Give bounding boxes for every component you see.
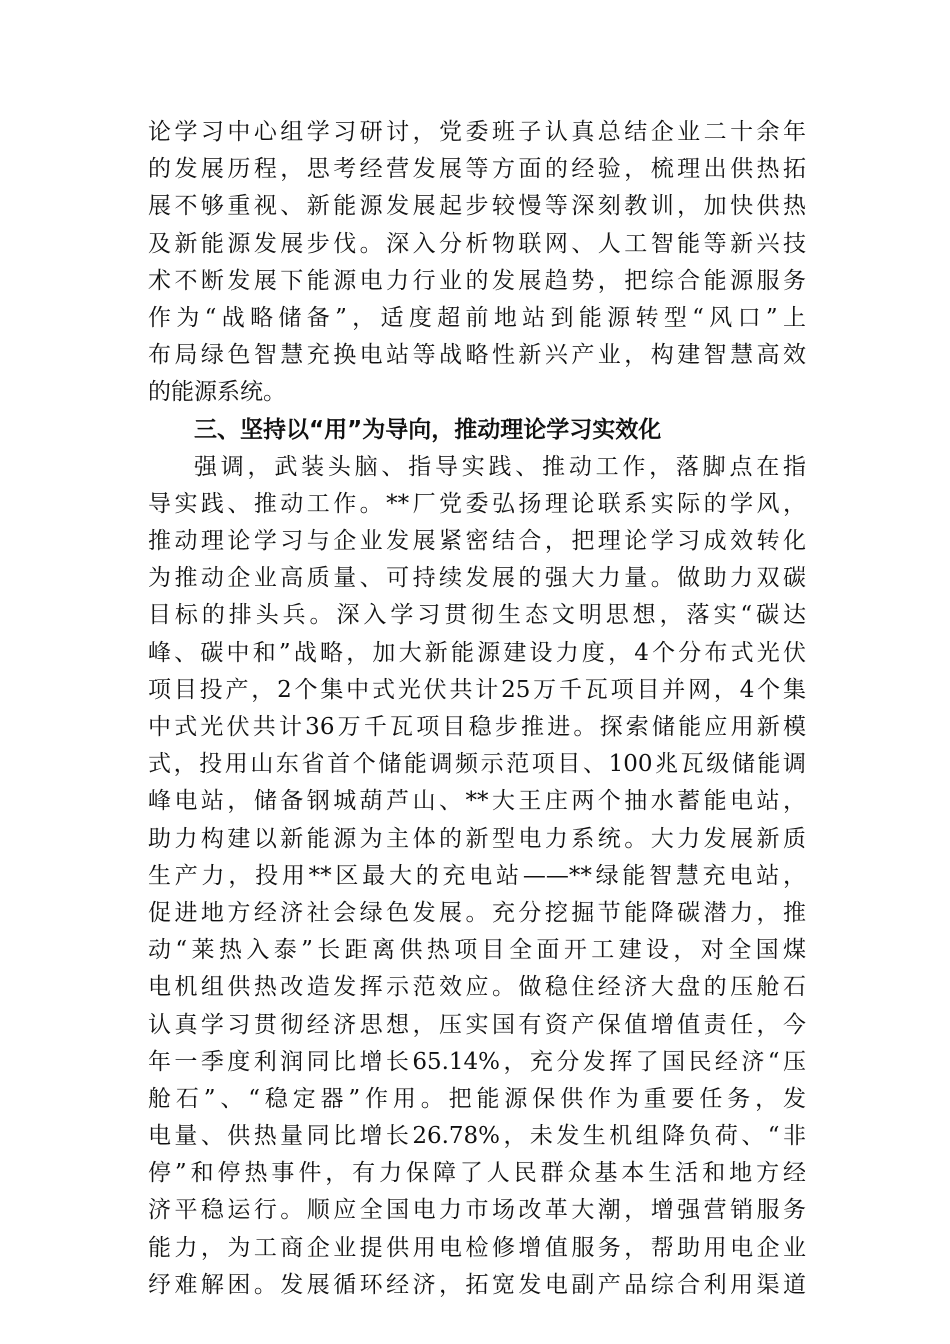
text-line: 术不断发展下能源电力行业的发展趋势，把综合能源服务 — [148, 267, 806, 294]
paragraph-1 — [148, 114, 806, 412]
text-line: 为推动企业高质量、可持续发展的强大力量。做助力双碳 — [148, 565, 806, 592]
text-line: 布局绿色智慧充换电站等战略性新兴产业，构建智慧高效 — [148, 342, 806, 369]
text-line: 项目投产，2个集中式光伏共计25万千瓦项目并网，4个集 — [148, 676, 806, 703]
text-line: 年一季度利润同比增长65.14%，充分发挥了国民经济“压 — [148, 1048, 806, 1075]
text-line: 展不够重视、新能源发展起步较慢等深刻教训，加快供热 — [148, 193, 806, 220]
text-line: 强调，武装头脑、指导实践、推动工作，落脚点在指 — [194, 453, 806, 480]
text-line: 峰、碳中和”战略，加大新能源建设力度，4个分布式光伏 — [148, 639, 806, 666]
text-line: 及新能源发展步伐。深入分析物联网、人工智能等新兴技 — [148, 230, 806, 257]
text-line: 目标的排头兵。深入学习贯彻生态文明思想，落实“碳达 — [148, 602, 806, 629]
text-line: 能力，为工商企业提供用电检修增值服务，帮助用电企业 — [148, 1234, 806, 1261]
text-line: 式，投用山东省首个储能调频示范项目、100兆瓦级储能调 — [148, 751, 806, 778]
text-line: 推动理论学习与企业发展紧密结合，把理论学习成效转化 — [148, 528, 806, 555]
section-heading: 三、坚持以“用”为导向，推动理论学习实效化 — [194, 416, 662, 443]
document-page — [148, 114, 806, 1304]
text-line: 舱石”、“稳定器”作用。把能源保供作为重要任务，发 — [148, 1085, 806, 1112]
text-line: 电量、供热量同比增长26.78%，未发生机组降负荷、“非 — [148, 1123, 806, 1150]
text-line: 峰电站，储备钢城葫芦山、**大王庄两个抽水蓄能电站， — [148, 788, 806, 815]
text-line: 纾难解困。发展循环经济，拓宽发电副产品综合利用渠道 — [148, 1271, 806, 1298]
text-line: 导实践、推动工作。**厂党委弘扬理论联系实际的学风， — [148, 490, 806, 517]
text-line: 中式光伏共计36万千瓦项目稳步推进。探索储能应用新模 — [148, 714, 806, 740]
text-line: 的能源系统。 — [148, 379, 286, 406]
text-line: 助力构建以新能源为主体的新型电力系统。大力发展新质 — [148, 825, 806, 852]
text-line: 电机组供热改造发挥示范效应。做稳住经济大盘的压舱石 — [148, 974, 806, 1001]
text-line: 认真学习贯彻经济思想，压实国有资产保值增值责任，今 — [148, 1011, 806, 1038]
text-line: 作为“战略储备”，适度超前地站到能源转型“风口”上 — [148, 304, 806, 331]
text-line: 济平稳运行。顺应全国电力市场改革大潮，增强营销服务 — [148, 1197, 806, 1224]
text-line: 停”和停热事件，有力保障了人民群众基本生活和地方经 — [148, 1160, 806, 1187]
text-line: 的发展历程，思考经营发展等方面的经验，梳理出供热拓 — [148, 156, 806, 183]
text-line: 生产力，投用**区最大的充电站——**绿能智慧充电站， — [148, 862, 806, 889]
text-line: 促进地方经济社会绿色发展。充分挖掘节能降碳潜力，推 — [148, 899, 806, 926]
text-line: 论学习中心组学习研讨，党委班子认真总结企业二十余年 — [148, 119, 806, 145]
paragraph-2 — [148, 449, 806, 1304]
text-line: 动“莱热入泰”长距离供热项目全面开工建设，对全国煤 — [148, 937, 806, 964]
